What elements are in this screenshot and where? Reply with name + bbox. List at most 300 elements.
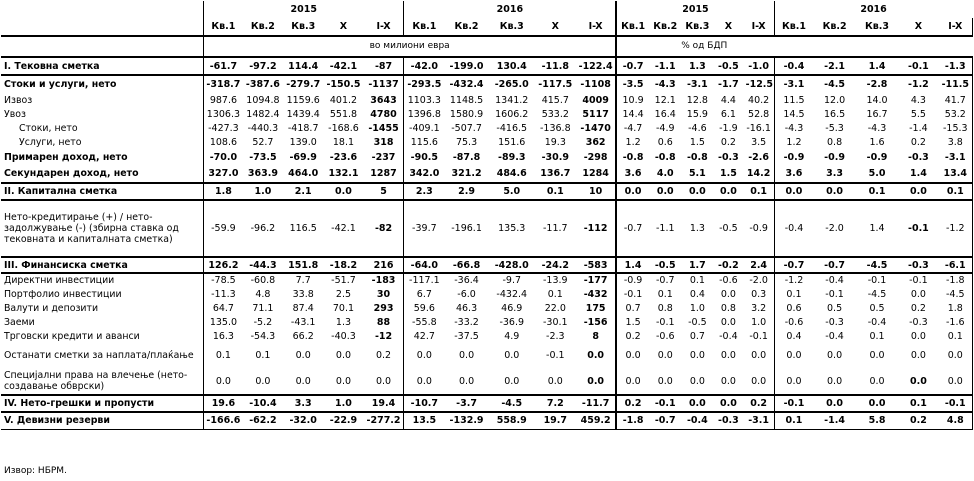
value-cell: 1.5: [616, 315, 649, 329]
value-cell: -507.7: [451, 122, 482, 134]
value-cell: 401.2: [329, 94, 358, 106]
value-cell: -156: [583, 316, 608, 328]
value-cell: -2.8: [866, 79, 888, 90]
value-cell: -0.5: [649, 257, 682, 273]
value-cell: 0.6: [774, 301, 813, 315]
value-cell: 5.0: [856, 165, 898, 183]
value-cell: 1.3: [682, 57, 714, 75]
value-cell: -40.3: [331, 330, 356, 342]
value-cell: 0.0: [813, 368, 855, 395]
table-row: [1, 200, 973, 257]
value-cell: 1.4: [616, 257, 649, 273]
value-cell: -117.5: [538, 79, 573, 90]
value-cell: -427.3: [204, 121, 243, 135]
value-cell: -136.8: [539, 122, 571, 134]
value-cell: -1.1: [649, 200, 682, 257]
value-cell: 216: [364, 257, 404, 273]
value-cell: 1.7: [682, 257, 714, 273]
value-cell: -0.4: [774, 200, 813, 257]
value-cell: 41.7: [939, 93, 973, 107]
value-cell: 0.0: [504, 350, 520, 361]
value-cell: 16.7: [866, 108, 888, 120]
value-cell: -11.7: [535, 200, 576, 257]
value-cell: 22.0: [544, 302, 566, 314]
table-row: [1, 93, 973, 107]
value-cell: -30.9: [541, 151, 569, 163]
value-cell: -166.6: [204, 412, 243, 429]
year-2015-pct: 2015: [616, 1, 774, 18]
value-cell: 0.0: [939, 368, 973, 395]
value-cell: -1.4: [909, 122, 928, 134]
value-cell: 114.4: [283, 57, 323, 75]
value-cell: -418.7: [287, 122, 319, 134]
value-cell: -4.6: [688, 122, 707, 134]
value-cell: 0.8: [657, 302, 673, 314]
value-cell: 987.6: [204, 93, 243, 107]
value-cell: 0.5: [827, 302, 843, 314]
value-cell: 5.0: [489, 183, 535, 200]
value-cell: 0.0: [682, 368, 714, 395]
value-cell: -1.4: [813, 412, 855, 429]
value-cell: -432.4: [496, 288, 528, 300]
value-cell: 3.2: [751, 302, 767, 314]
value-cell: 318: [373, 136, 394, 148]
value-cell: 14.5: [774, 107, 813, 121]
value-cell: -1.2: [774, 273, 813, 287]
value-cell: 40.2: [748, 94, 770, 106]
row-label: I. Тековна сметка: [1, 57, 204, 75]
value-cell: 0.2: [616, 329, 649, 343]
value-cell: -2.6: [748, 151, 770, 163]
value-cell: -279.7: [286, 79, 321, 90]
value-cell: 0.8: [827, 136, 843, 148]
value-cell: 1094.8: [246, 94, 280, 106]
value-cell: 1.0: [751, 316, 767, 328]
value-cell: -0.1: [774, 395, 813, 412]
value-cell: 19.6: [204, 395, 243, 412]
table-row: [1, 395, 973, 412]
value-cell: -10.7: [404, 395, 444, 412]
value-cell: -0.7: [813, 257, 855, 273]
value-cell: 4.8: [255, 288, 271, 300]
value-cell: -2.0: [749, 275, 768, 286]
value-cell: -37.5: [454, 330, 479, 342]
value-cell: -3.1: [774, 75, 813, 93]
value-cell: -6.1: [939, 257, 973, 273]
value-cell: 0.0: [649, 368, 682, 395]
value-cell: -5.3: [825, 122, 844, 134]
value-cell: 5.1: [682, 165, 714, 183]
value-cell: -0.4: [867, 316, 887, 328]
value-cell: 0.0: [283, 368, 323, 395]
value-cell: -90.5: [404, 149, 444, 165]
value-cell: 1.4: [856, 57, 898, 75]
value-cell: 135.0: [204, 315, 243, 329]
value-cell: 4780: [370, 108, 397, 120]
unit-pct: % од БДП: [616, 36, 972, 57]
value-cell: 8: [592, 330, 599, 342]
value-cell: -0.1: [825, 288, 844, 300]
value-cell: -0.3: [909, 316, 928, 328]
value-cell: 59.6: [404, 301, 444, 315]
value-cell: 175: [585, 302, 606, 314]
value-cell: -0.1: [867, 275, 887, 286]
value-cell: 0.0: [489, 368, 535, 395]
value-cell: 139.0: [289, 136, 317, 148]
value-cell: 0.0: [657, 350, 673, 361]
value-cell: 0.0: [713, 183, 743, 200]
value-cell: 0.0: [295, 350, 311, 361]
value-cell: 0.1: [255, 350, 271, 361]
value-cell: 0.7: [689, 330, 705, 342]
value-cell: 0.0: [939, 343, 973, 368]
value-cell: -44.3: [243, 257, 283, 273]
value-cell: 5117: [582, 108, 609, 120]
row-label: Нето-кредитирање (+) / нето-задолжување (-) (збирна ставка од тековната и капиталната сметка): [1, 200, 204, 257]
value-cell: 0.0: [243, 368, 283, 395]
value-cell: -24.2: [535, 257, 576, 273]
value-cell: 33.8: [292, 288, 314, 300]
value-cell: -36.4: [454, 275, 479, 286]
value-cell: 1.0: [689, 302, 705, 314]
value-cell: -265.0: [494, 79, 529, 90]
value-cell: -0.5: [688, 316, 707, 328]
value-cell: -1108: [580, 79, 611, 90]
value-cell: 327.0: [204, 165, 243, 183]
value-cell: -0.9: [866, 151, 888, 163]
value-cell: -55.8: [404, 315, 444, 329]
value-cell: -12.5: [745, 79, 774, 90]
value-cell: 64.7: [204, 301, 243, 315]
value-cell: -0.4: [774, 57, 813, 75]
value-cell: 0.0: [459, 350, 475, 361]
value-cell: 0.0: [720, 350, 736, 361]
value-cell: -11.5: [939, 75, 973, 93]
corner-cell: [1, 36, 204, 57]
value-cell: 0.0: [649, 183, 682, 200]
value-cell: -1455: [368, 122, 399, 134]
value-cell: 3.8: [939, 135, 973, 149]
value-cell: 5: [364, 183, 404, 200]
value-cell: 0.0: [713, 368, 743, 395]
value-cell: 0.0: [535, 368, 576, 395]
value-cell: -73.5: [249, 151, 277, 163]
value-cell: -298: [583, 151, 608, 163]
value-cell: -42.0: [404, 57, 444, 75]
value-cell: -1.2: [908, 79, 929, 90]
unit-row: [1, 36, 973, 57]
value-cell: 16.5: [823, 108, 846, 120]
value-cell: 4009: [582, 94, 609, 106]
value-cell: 151.8: [283, 257, 323, 273]
value-cell: 0.0: [616, 183, 649, 200]
value-cell: 135.3: [489, 200, 535, 257]
value-cell: 0.4: [689, 288, 705, 300]
value-cell: -0.1: [546, 350, 565, 361]
value-cell: -0.2: [713, 257, 743, 273]
value-cell: 533.2: [541, 108, 569, 120]
value-cell: -4.3: [654, 79, 676, 90]
value-cell: 11.5: [774, 93, 813, 107]
value-cell: 5.5: [910, 108, 926, 120]
value-cell: -0.8: [616, 149, 649, 165]
value-cell: -0.4: [682, 412, 714, 429]
value-cell: 4.8: [939, 412, 973, 429]
value-cell: -0.6: [719, 275, 738, 286]
value-cell: 0.0: [869, 350, 885, 361]
unit-millions: во милиони евра: [204, 36, 617, 57]
value-cell: 551.8: [329, 108, 358, 120]
value-cell: 0.1: [869, 330, 885, 342]
value-cell: -18.2: [323, 257, 363, 273]
value-cell: 42.7: [404, 329, 444, 343]
value-cell: 0.0: [813, 395, 855, 412]
value-cell: -87: [364, 57, 404, 75]
value-cell: -36.9: [499, 316, 525, 328]
value-cell: -3.5: [616, 75, 649, 93]
value-cell: 1.0: [323, 395, 363, 412]
row-label: Специјални права на влечење (нето-создавање обврски): [1, 368, 204, 395]
value-cell: -69.9: [289, 151, 317, 163]
value-cell: -42.1: [323, 57, 363, 75]
value-cell: 415.7: [541, 94, 569, 106]
value-cell: -97.2: [243, 57, 283, 75]
value-cell: 75.3: [455, 136, 478, 148]
value-cell: 6.7: [404, 287, 444, 301]
value-cell: 0.0: [323, 183, 363, 200]
value-cell: 0.2: [616, 395, 649, 412]
value-cell: 52.8: [748, 108, 770, 120]
value-cell: 3.5: [751, 136, 767, 148]
value-cell: -1.8: [616, 412, 649, 429]
value-cell: -0.3: [898, 257, 938, 273]
value-cell: 0.1: [535, 183, 576, 200]
value-cell: 0.8: [720, 302, 736, 314]
value-cell: 10: [576, 183, 616, 200]
value-cell: -277.2: [364, 412, 404, 429]
value-cell: -87.8: [452, 151, 481, 163]
value-cell: -432: [583, 288, 608, 300]
value-cell: 14.0: [866, 94, 888, 106]
value-cell: -12: [374, 330, 393, 342]
row-label: Стоки и услуги, нето: [4, 79, 117, 90]
value-cell: -0.4: [825, 330, 844, 342]
value-cell: 2.3: [404, 183, 444, 200]
value-cell: 0.1: [657, 288, 673, 300]
value-cell: -1.9: [719, 122, 738, 134]
value-cell: -1470: [580, 122, 611, 134]
value-cell: -0.1: [939, 395, 973, 412]
value-cell: 2.5: [335, 288, 352, 300]
value-cell: 15.9: [686, 108, 708, 120]
value-cell: -11.8: [535, 57, 576, 75]
value-cell: -4.3: [867, 122, 887, 134]
value-cell: -39.7: [404, 200, 444, 257]
table-row: [1, 107, 973, 121]
value-cell: 126.2: [204, 257, 243, 273]
value-cell: -3.1: [686, 79, 708, 90]
value-cell: 1.4: [856, 200, 898, 257]
value-cell: 1159.6: [286, 94, 320, 106]
value-cell: 0.0: [744, 368, 774, 395]
value-cell: 0.0: [404, 343, 444, 368]
value-cell: 0.1: [898, 395, 938, 412]
value-cell: -13.9: [543, 275, 568, 286]
value-cell: 0.0: [204, 368, 243, 395]
value-cell: -0.5: [713, 200, 743, 257]
quarter-header: Кв.2: [813, 18, 855, 36]
table-row: [1, 287, 973, 301]
value-cell: 151.6: [498, 136, 526, 148]
value-cell: -0.9: [744, 200, 774, 257]
value-cell: 0.3: [751, 288, 767, 300]
value-cell: 459.2: [576, 412, 616, 429]
table-row: [1, 165, 973, 183]
value-cell: -6.0: [457, 288, 476, 300]
value-cell: 12.1: [654, 94, 676, 106]
value-cell: 3643: [370, 94, 397, 106]
value-cell: 18.1: [332, 136, 355, 148]
value-cell: 70.1: [332, 302, 355, 314]
value-cell: 0.4: [774, 329, 813, 343]
value-cell: 0.5: [869, 302, 885, 314]
table-row: [1, 121, 973, 135]
value-cell: -32.0: [283, 412, 323, 429]
value-cell: 4.3: [910, 94, 926, 106]
value-cell: 116.5: [283, 200, 323, 257]
value-cell: -4.5: [856, 257, 898, 273]
value-cell: -409.1: [404, 121, 444, 135]
value-cell: 0.0: [910, 350, 926, 361]
value-cell: -199.0: [444, 57, 489, 75]
value-cell: -96.2: [243, 200, 283, 257]
year-2016-pct: 2016: [774, 1, 972, 18]
value-cell: -318.7: [204, 75, 243, 93]
value-cell: 0.0: [444, 368, 489, 395]
value-cell: 0.1: [939, 329, 973, 343]
value-cell: -0.1: [616, 287, 649, 301]
value-cell: -0.1: [655, 316, 675, 328]
value-cell: 19.4: [364, 395, 404, 412]
value-cell: -4.5: [939, 287, 973, 301]
value-cell: -0.6: [655, 330, 675, 342]
row-label: II. Капитална сметка: [1, 183, 204, 200]
value-cell: 1606.2: [495, 108, 529, 120]
value-cell: -416.5: [496, 122, 528, 134]
value-cell: -0.7: [655, 275, 675, 286]
value-cell: 1284: [576, 165, 616, 183]
value-cell: 46.3: [455, 302, 478, 314]
quarter-header: Кв.1: [774, 18, 813, 36]
value-cell: 0.0: [856, 368, 898, 395]
value-cell: -0.9: [774, 149, 813, 165]
value-cell: 0.0: [774, 343, 813, 368]
value-cell: 88: [376, 316, 391, 328]
row-label: Стоки, нето: [19, 122, 78, 134]
value-cell: -2.3: [546, 330, 565, 342]
corner-cell: [1, 1, 204, 18]
value-cell: 0.1: [204, 343, 243, 368]
year-header-row: [1, 1, 973, 18]
value-cell: -1.0: [744, 57, 774, 75]
value-cell: -11.3: [204, 287, 243, 301]
value-cell: 16.3: [204, 329, 243, 343]
quarter-header-row: [1, 18, 973, 36]
table-row: [1, 329, 973, 343]
value-cell: -0.1: [749, 330, 768, 342]
value-cell: 0.0: [689, 350, 705, 361]
value-cell: 1306.3: [204, 107, 243, 121]
value-cell: 3.6: [616, 165, 649, 183]
value-cell: 1103.3: [404, 93, 444, 107]
value-cell: 4.4: [720, 94, 736, 106]
value-cell: 3.3: [813, 165, 855, 183]
value-cell: -0.1: [909, 275, 928, 286]
quarter-header: X: [898, 18, 938, 36]
row-label: III. Финансиска сметка: [1, 257, 204, 273]
row-label: Услуги, нето: [19, 136, 82, 148]
value-cell: 14.2: [744, 165, 774, 183]
value-cell: -60.8: [250, 275, 276, 286]
value-cell: -78.5: [204, 273, 243, 287]
table-row: [1, 183, 973, 200]
value-cell: -237: [371, 151, 396, 163]
value-cell: 0.2: [375, 350, 392, 361]
value-cell: 1.3: [335, 316, 352, 328]
value-cell: -0.7: [649, 412, 682, 429]
value-cell: -432.4: [449, 79, 484, 90]
value-cell: 0.1: [689, 275, 705, 286]
value-cell: 71.1: [252, 302, 274, 314]
quarter-header: X: [713, 18, 743, 36]
value-cell: -0.8: [654, 151, 676, 163]
quarter-header: Кв.3: [682, 18, 714, 36]
row-label: V. Девизни резерви: [1, 412, 204, 429]
value-cell: 1.2: [616, 135, 649, 149]
value-cell: 2.1: [283, 183, 323, 200]
value-cell: -293.5: [404, 75, 444, 93]
value-cell: 4.9: [504, 330, 520, 342]
value-cell: 108.6: [204, 135, 243, 149]
value-cell: -4.5: [824, 79, 845, 90]
value-cell: 0.1: [856, 183, 898, 200]
value-cell: -1137: [368, 79, 399, 90]
value-cell: -59.9: [204, 200, 243, 257]
value-cell: 0.0: [898, 183, 938, 200]
value-cell: -2.1: [813, 57, 855, 75]
value-cell: 342.0: [404, 165, 444, 183]
value-cell: -428.0: [489, 257, 535, 273]
value-cell: 13.4: [939, 165, 973, 183]
value-cell: -1.8: [939, 273, 973, 287]
value-cell: -51.7: [331, 275, 356, 286]
quarter-header: X: [535, 18, 576, 36]
value-cell: -4.3: [774, 121, 813, 135]
value-cell: -0.1: [649, 395, 682, 412]
value-cell: -15.3: [939, 121, 973, 135]
value-cell: -183: [371, 275, 396, 286]
value-cell: 362: [585, 136, 606, 148]
value-cell: 0.0: [898, 368, 938, 395]
value-cell: -0.3: [713, 412, 743, 429]
quarter-header: I-X: [364, 18, 404, 36]
value-cell: -196.1: [444, 200, 489, 257]
value-cell: 464.0: [283, 165, 323, 183]
value-cell: -0.7: [616, 57, 649, 75]
value-cell: -4.9: [655, 122, 675, 134]
value-cell: -64.0: [404, 257, 444, 273]
value-cell: -3.1: [744, 412, 774, 429]
